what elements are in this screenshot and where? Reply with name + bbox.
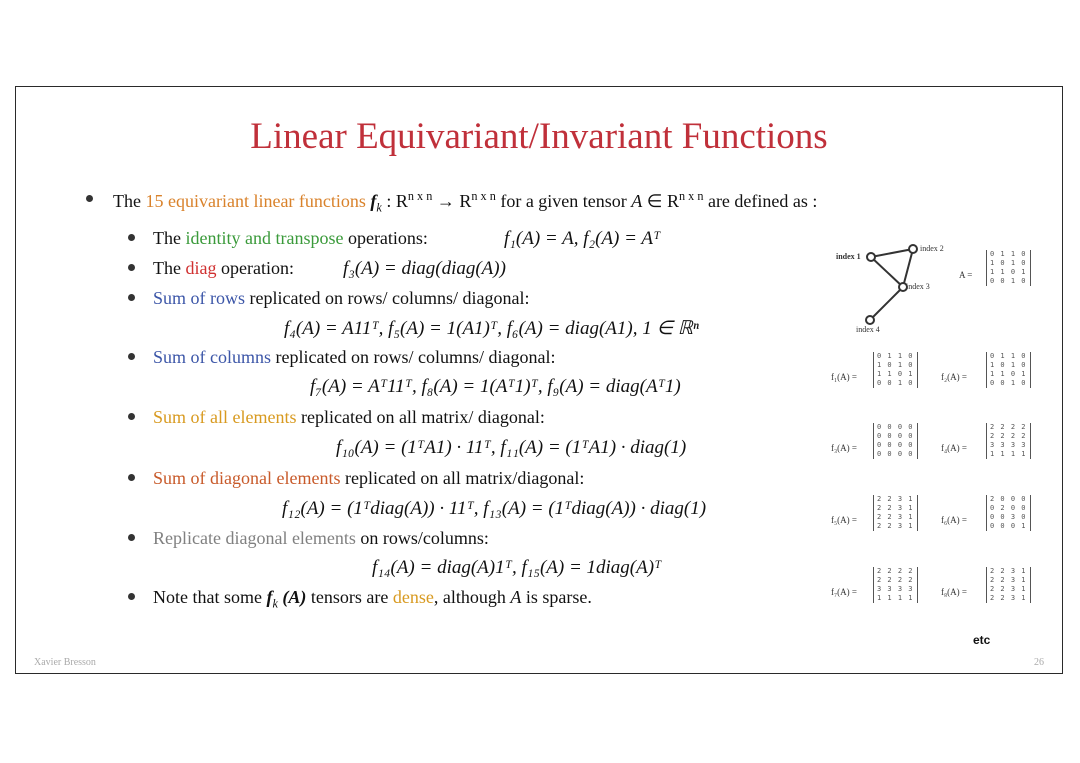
matrix-A — [986, 250, 1031, 286]
text: operation: — [216, 258, 294, 278]
item-diag — [153, 258, 294, 279]
matrix-row: 0 0 0 0 — [877, 450, 914, 458]
matrix-f2 — [986, 352, 1031, 388]
slide-title: Linear Equivariant/Invariant Functions — [250, 116, 828, 157]
highlight: Sum of rows — [153, 288, 246, 308]
bullet-dot — [128, 294, 135, 301]
bullet-dot — [128, 413, 135, 420]
matrix-row: 2 2 3 1 — [877, 522, 914, 530]
highlight: Sum of diagonal elements — [153, 468, 341, 488]
superscript: n x n — [471, 189, 496, 203]
footer-page-number: 26 — [1034, 657, 1044, 668]
text: operations: — [343, 228, 428, 248]
matrix-f5 — [873, 495, 918, 531]
bullet-dot — [86, 195, 93, 202]
equation-f1-f2: f₁(A) = A, f₂(A) = Aᵀ — [504, 228, 661, 249]
item-sum-all — [153, 407, 545, 428]
superscript: n x n — [407, 189, 433, 203]
equation-f4-f6: f₄(A) = A11ᵀ, f₅(A) = 1(A1)ᵀ, f₆(A) = diag(A1), 1 ∈ ℝⁿ — [284, 318, 699, 339]
matrix-row: 2 0 0 0 — [990, 495, 1027, 503]
matrix-label: f₅(A) = — [831, 515, 857, 525]
matrix-row: 2 2 3 1 — [990, 585, 1027, 593]
highlight: Sum of columns — [153, 347, 272, 367]
text: : R — [381, 191, 408, 211]
matrix-row: 1 0 1 0 — [990, 259, 1027, 267]
matrix-row: 2 2 3 1 — [990, 567, 1027, 575]
matrix-label: f₈(A) = — [941, 587, 967, 597]
matrix-label: f₁(A) = — [831, 372, 857, 382]
matrix-label: f₃(A) = — [831, 443, 857, 453]
symbol-A: A — [510, 587, 522, 607]
graph-edge — [871, 257, 903, 287]
graph-node — [866, 316, 874, 324]
text: Note that some — [153, 587, 267, 607]
text: The — [153, 258, 186, 278]
bullet-dot — [128, 593, 135, 600]
bullet-dot — [128, 264, 135, 271]
matrix-row: 2 2 3 1 — [877, 495, 914, 503]
matrix-row: 2 2 3 1 — [877, 513, 914, 521]
matrix-row: 2 2 3 1 — [990, 594, 1027, 602]
text: ∈ R — [642, 191, 679, 211]
etc-label: etc — [973, 633, 991, 647]
equation-f3: f₃(A) = diag(diag(A)) — [343, 258, 506, 279]
text: The — [153, 228, 186, 248]
footer-author: Xavier Bresson — [34, 657, 96, 668]
bullet-dot — [128, 234, 135, 241]
highlight-equivariant: 15 equivariant linear functions — [145, 191, 366, 211]
equation-f12-f13: f₁₂(A) = (1ᵀdiag(A)) · 11ᵀ, f₁₃(A) = (1ᵀdiag(A)) · diag(1) — [282, 498, 707, 519]
slide — [15, 86, 1063, 674]
highlight: diag — [185, 258, 217, 278]
highlight: identity and transpose — [185, 228, 344, 248]
bullet-dot — [128, 474, 135, 481]
item-sum-rows — [153, 288, 529, 309]
matrix-f8 — [986, 567, 1031, 603]
matrix-row: 1 0 1 0 — [877, 361, 914, 369]
text: is sparse. — [521, 587, 592, 607]
item-note — [153, 587, 592, 612]
matrix-f6 — [986, 495, 1031, 531]
matrix-label: f₇(A) = — [831, 587, 857, 597]
matrix-row: 1 1 0 1 — [990, 370, 1027, 378]
matrix-label: f₂(A) = — [941, 372, 967, 382]
matrix-row: 2 2 3 1 — [990, 576, 1027, 584]
highlight: Sum of all elements — [153, 407, 297, 427]
matrix-row: 2 2 3 1 — [877, 504, 914, 512]
subscript: k — [376, 200, 382, 215]
item-identity — [153, 228, 428, 249]
matrix-row: 2 2 2 2 — [990, 432, 1027, 440]
graph-edge — [871, 249, 913, 257]
matrix-row: 0 0 0 0 — [877, 432, 914, 440]
node-label: index 3 — [906, 282, 930, 291]
bullet-dot — [128, 353, 135, 360]
graph-node — [867, 253, 875, 261]
node-label: index 1 — [836, 252, 861, 261]
equation-f14-f15: f₁₄(A) = diag(A)1ᵀ, f₁₅(A) = 1diag(A)ᵀ — [372, 557, 662, 578]
item-sum-diagonal — [153, 468, 584, 489]
matrix-row: 0 1 1 0 — [990, 250, 1027, 258]
highlight-dense: dense — [392, 587, 434, 607]
matrix-row: 1 1 1 1 — [877, 594, 914, 602]
node-label: index 2 — [920, 244, 944, 253]
matrix-f4 — [986, 423, 1031, 459]
matrix-row: 1 1 1 1 — [990, 450, 1027, 458]
text: tensors are — [306, 587, 393, 607]
equation-f7-f9: f₇(A) = Aᵀ11ᵀ, f₈(A) = 1(Aᵀ1)ᵀ, f₉(A) = diag(Aᵀ1) — [310, 376, 681, 397]
superscript: n x n — [678, 189, 704, 203]
text: for a given tensor — [495, 191, 632, 211]
subscript: k — [272, 596, 278, 611]
text: replicated on rows/ columns/ diagonal: — [245, 288, 530, 308]
matrix-row: 0 0 0 0 — [877, 441, 914, 449]
matrix-row: 2 2 2 2 — [990, 423, 1027, 431]
matrix-row: 1 1 0 1 — [990, 268, 1027, 276]
matrix-row: 0 0 1 0 — [990, 379, 1027, 387]
matrix-f1 — [873, 352, 918, 388]
text: replicated on rows/ columns/ diagonal: — [271, 347, 556, 367]
matrix-row: 0 0 3 0 — [990, 513, 1027, 521]
matrix-row: 0 1 1 0 — [877, 352, 914, 360]
matrix-row: 3 3 3 3 — [990, 441, 1027, 449]
matrix-label: f₆(A) = — [941, 515, 967, 525]
text: replicated on all matrix/ diagonal: — [296, 407, 545, 427]
text: → R — [432, 191, 472, 211]
text: The — [113, 191, 146, 211]
symbol-f: f — [266, 587, 273, 607]
symbol-A: A — [631, 191, 643, 211]
matrix-row: 0 2 0 0 — [990, 504, 1027, 512]
matrix-row: 0 0 1 0 — [877, 379, 914, 387]
matrix-f3 — [873, 423, 918, 459]
matrix-row: 2 2 2 2 — [877, 576, 914, 584]
matrix-row: 1 0 1 0 — [990, 361, 1027, 369]
item-sum-columns — [153, 347, 555, 368]
equation-f10-f11: f₁₀(A) = (1ᵀA1) · 11ᵀ, f₁₁(A) = (1ᵀA1) · diag(1) — [336, 437, 687, 458]
matrix-label: f₄(A) = — [941, 443, 967, 453]
matrix-row: 3 3 3 3 — [877, 585, 914, 593]
symbol-f: f — [365, 191, 377, 211]
text: on rows/columns: — [355, 528, 489, 548]
matrix-row: 2 2 2 2 — [877, 567, 914, 575]
text: are defined as : — [703, 191, 818, 211]
highlight: Replicate diagonal elements — [153, 528, 356, 548]
matrix-row: 1 1 0 1 — [877, 370, 914, 378]
text: replicated on all matrix/diagonal: — [340, 468, 585, 488]
node-label: index 4 — [856, 325, 880, 334]
graph-edge — [870, 287, 903, 320]
text: , although — [433, 587, 511, 607]
item-replicate-diagonal — [153, 528, 489, 549]
main-bullet — [113, 189, 817, 216]
matrix-row: 0 0 0 0 — [877, 423, 914, 431]
matrix-row: 0 0 1 0 — [990, 277, 1027, 285]
symbol-A: (A) — [277, 587, 307, 607]
matrix-label: A = — [959, 270, 973, 280]
matrix-row: 0 0 0 1 — [990, 522, 1027, 530]
matrix-f7 — [873, 567, 918, 603]
graph-node — [909, 245, 917, 253]
bullet-dot — [128, 534, 135, 541]
matrix-row: 0 1 1 0 — [990, 352, 1027, 360]
